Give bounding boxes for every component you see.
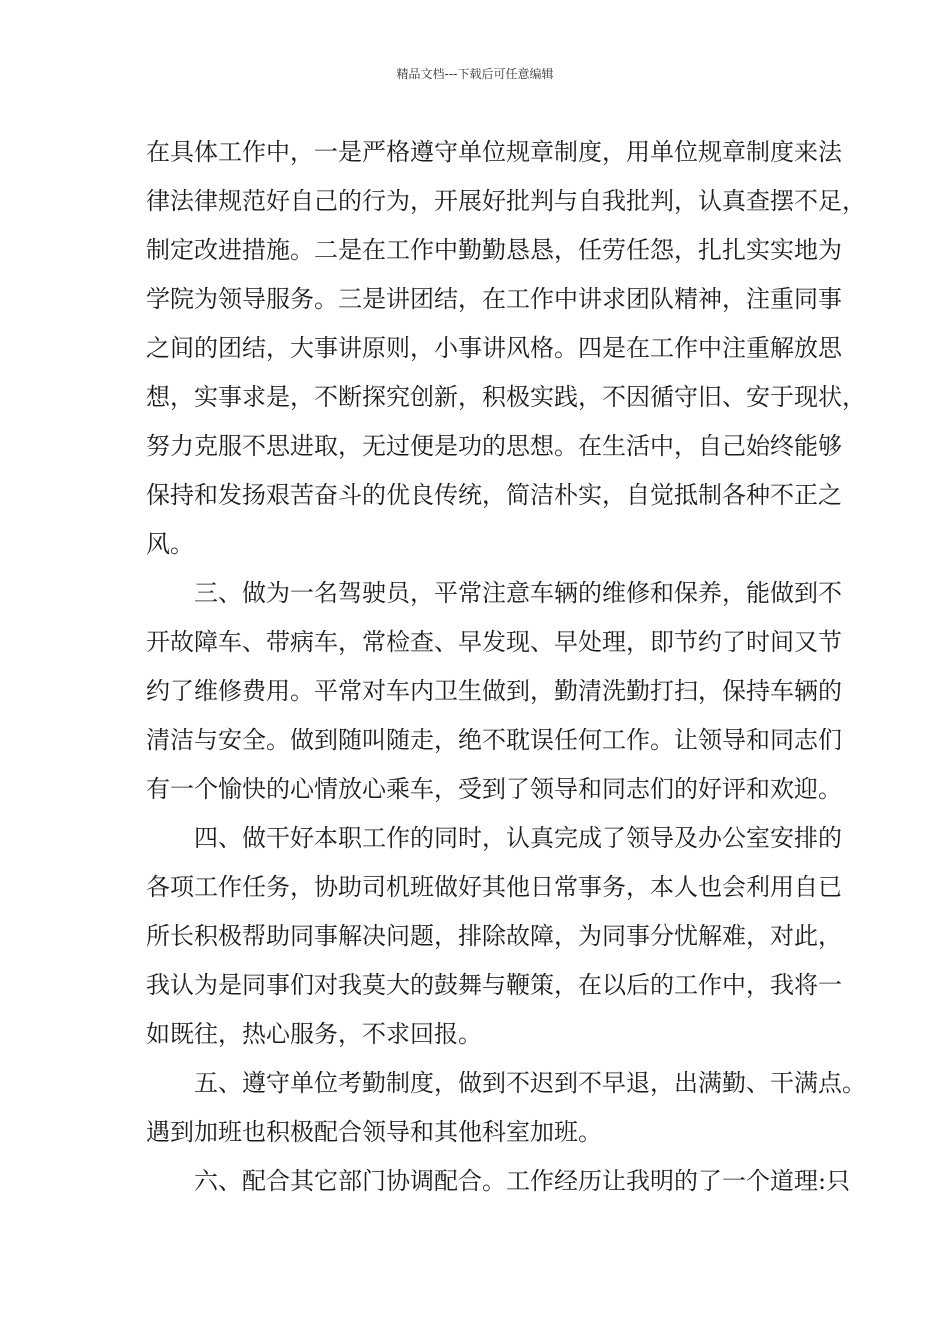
text-line: 四、做干好本职工作的同时，认真完成了领导及办公室安排的 — [194, 824, 842, 852]
text-line: 约了维修费用。平常对车内卫生做到，勤清洗勤打扫，保持车辆的 — [146, 677, 842, 705]
text-line: 六、配合其它部门协调配合。工作经历让我明的了一个道理:只 — [194, 1167, 851, 1195]
text-line: 努力克服不思进取，无过便是功的思想。在生活中，自己始终能够 — [146, 432, 842, 460]
text-line: 有一个愉快的心情放心乘车，受到了领导和同志们的好评和欢迎。 — [146, 775, 842, 803]
document-body — [146, 128, 866, 1206]
text-line: 在具体工作中，一是严格遵守单位规章制度，用单位规章制度来法 — [146, 138, 842, 166]
text-line: 想，实事求是，不断探究创新，积极实践，不因循守旧、安于现状， — [146, 383, 866, 411]
text-line: 清洁与安全。做到随叫随走，绝不耽误任何工作。让领导和同志们 — [146, 726, 842, 754]
text-line: 开故障车、带病车，常检查、早发现、早处理，即节约了时间又节 — [146, 628, 842, 656]
text-line: 遇到加班也积极配合领导和其他科室加班。 — [146, 1118, 602, 1146]
text-line: 之间的团结，大事讲原则，小事讲风格。四是在工作中注重解放思 — [146, 334, 842, 362]
text-line: 律法律规范好自己的行为，开展好批判与自我批判，认真查摆不足， — [146, 187, 866, 215]
text-line: 各项工作任务，协助司机班做好其他日常事务，本人也会利用自已 — [146, 873, 842, 901]
text-line: 我认为是同事们对我莫大的鼓舞与鞭策，在以后的工作中，我将一 — [146, 971, 842, 999]
text-line: 风。 — [146, 530, 194, 558]
page-header: 精品文档---下载后可任意编辑 — [396, 67, 554, 81]
text-line: 制定改进措施。二是在工作中勤勤恳恳，任劳任怨，扎扎实实地为 — [146, 236, 842, 264]
text-line: 学院为领导服务。三是讲团结，在工作中讲求团队精神，注重同事 — [146, 285, 842, 313]
text-line: 保持和发扬艰苦奋斗的优良传统，简洁朴实，自觉抵制各种不正之 — [146, 481, 842, 509]
text-line: 三、做为一名驾驶员，平常注意车辆的维修和保养，能做到不 — [194, 579, 842, 607]
text-line: 所长积极帮助同事解决问题，排除故障，为同事分忧解难，对此， — [146, 922, 842, 950]
text-line: 如既往，热心服务，不求回报。 — [146, 1020, 482, 1048]
text-line: 五、遵守单位考勤制度，做到不迟到不早退，出满勤、干满点。 — [194, 1069, 866, 1097]
